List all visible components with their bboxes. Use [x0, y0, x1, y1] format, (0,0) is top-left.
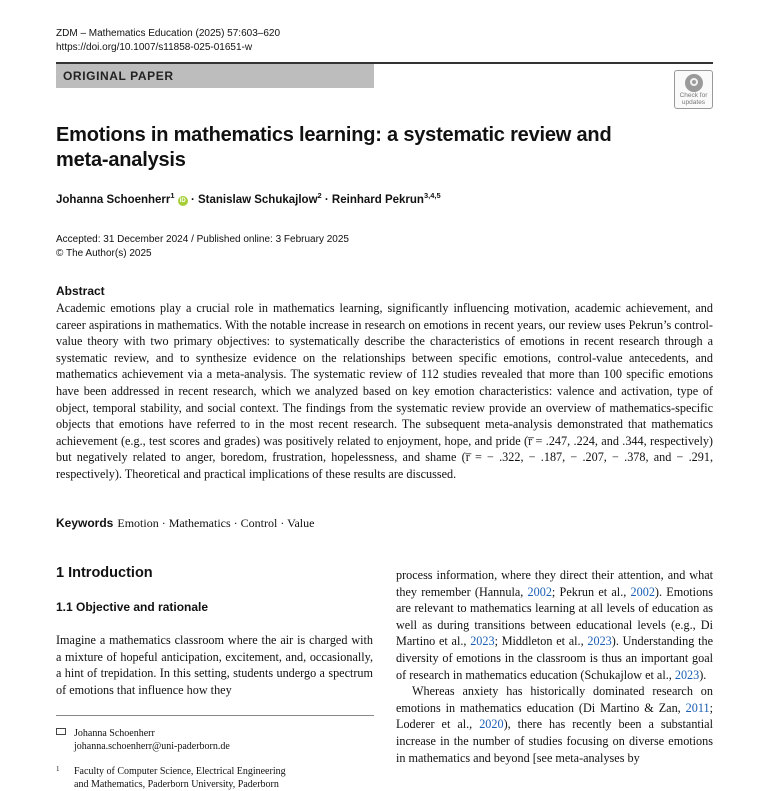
envelope-icon — [56, 728, 66, 735]
author-list — [56, 191, 441, 206]
paper-type-banner: ORIGINAL PAPER — [56, 64, 374, 88]
affiliation-number: 1 — [56, 765, 60, 773]
citation-link[interactable]: 2002 — [630, 584, 655, 599]
citation-link[interactable]: 2023 — [674, 667, 700, 682]
author-separator: · — [187, 193, 198, 206]
footnote-rule — [56, 715, 374, 716]
check-for-updates-badge[interactable] — [674, 70, 713, 109]
author-name[interactable]: Stanislaw Schukajlow — [198, 193, 318, 206]
text-run: ), there has recently been a substantial increase in the number of studies focusing on diverse emotions in mathematics and beyond [see meta-analyses by — [396, 717, 713, 765]
copyright-line: © The Author(s) 2025 — [56, 247, 152, 259]
corresponding-author-footnote — [56, 727, 230, 753]
abstract-text: Academic emotions play a crucial role in mathematics learning, significantly influencing motivation, academic achievement, and career aspirations in mathematics. With the notable increase in research on emotions in recent years, our review uses Pekrun’s control-value theory with two primary objectives: to systematically describe the characteristics of emotions in recent research through a systematic review, and to synthesize evidence on the relationships between specific emotions, control-value antecedents, and mathematics achievement via a meta-analysis. The systematic review of 112 studies revealed that more than 100 specific emotions have been addressed in recent research, which we analyzed based on key emotion characteristics: valence and activation, type of object, temporal stability, and social context. The findings from the systematic review provide an overview of mathematics-specific objects that emotions have referred to in the most recent research. The subsequent meta-analysis demonstrated that mathematics achievement (e.g., test scores and grades) was positively related to enjoyment, hope, and pride (r̅ = .247, .224, and .344, respectively) but negatively related to anger, boredom, frustration, hopelessness, and shame (r̅ = − .322, − .187, − .207, − .378, and − .291, respectively). Theoretical and practical implications of these results are discussed. — [56, 301, 713, 481]
text-run: ). Understanding the diversity of emotions in the classroom is thus an important goal of research in mathematics education (Schukajlow et al., — [396, 634, 713, 682]
orcid-icon[interactable]: iD — [179, 197, 186, 204]
citation-link[interactable]: 2002 — [527, 584, 552, 599]
accepted-published-line: Accepted: 31 December 2024 / Published online: 3 February 2025 — [56, 234, 349, 245]
author-name[interactable]: Reinhard Pekrun — [331, 193, 424, 206]
affiliation-sup: 2 — [317, 191, 322, 200]
citation-link[interactable]: 2011 — [685, 700, 710, 715]
article-title: Emotions in mathematics learning: a systematic review and meta-analysis — [56, 124, 612, 171]
keywords-line — [56, 516, 314, 531]
affiliation-sup: 1 — [170, 191, 175, 200]
publication-dates — [56, 233, 349, 260]
abstract-heading: Abstract — [56, 284, 105, 298]
check-updates-label: Check for updates — [679, 92, 708, 106]
section-heading-introduction: 1 Introduction — [56, 565, 153, 581]
body-paragraph — [396, 567, 713, 683]
subsection-heading-objective: 1.1 Objective and rationale — [56, 600, 209, 614]
text-run: ). — [699, 667, 707, 682]
body-paragraph-left: Imagine a mathematics classroom where the air is charged with a mixture of hopeful anticipation, excitement, and, occasionally, a hint of trepidation. In this setting, students undergo a spectrum of emotions that influence how they — [56, 633, 373, 697]
text-run: Whereas anxiety has historically dominated research on emotions in mathematics education (Di Martino & Zan, — [396, 684, 713, 715]
citation-link[interactable]: 2020 — [479, 717, 504, 732]
footnote-author-name: Johanna Schoenherr — [74, 728, 155, 739]
affiliation-line: and Mathematics, Paderborn University, Paderborn — [74, 779, 279, 790]
journal-header — [56, 27, 280, 55]
doi-link[interactable]: https://doi.org/10.1007/s11858-025-01651-w — [56, 42, 253, 53]
text-run: ; Middleton et al., — [494, 634, 588, 649]
journal-citation: ZDM – Mathematics Education (2025) 57:603–620 — [56, 28, 281, 39]
author-name[interactable]: Johanna Schoenherr — [56, 193, 171, 206]
check-updates-icon — [685, 74, 703, 92]
affiliation-sup: 3,4,5 — [423, 191, 441, 200]
affiliation-line: Faculty of Computer Science, Electrical Engineering — [74, 766, 286, 777]
author-separator: · — [321, 193, 332, 206]
footnote-email[interactable]: johanna.schoenherr@uni-paderborn.de — [74, 741, 230, 752]
body-paragraph — [396, 683, 713, 766]
keywords-label: Keywords — [56, 516, 114, 530]
text-run: ; Loderer et al., — [396, 700, 713, 732]
text-run: ; Pekrun et al., — [551, 584, 631, 599]
text-run: process information, where they direct their attention, and what they remember (Hannula, — [396, 568, 713, 599]
text-run: ). Emotions are relevant to mathematics learning at all levels of education as well as during transitions between educational levels (e.g., Di Martino et al., — [396, 584, 714, 649]
citation-link[interactable]: 2023 — [470, 634, 495, 649]
citation-link[interactable]: 2023 — [587, 634, 612, 649]
keywords-list: Emotion · Mathematics · Control · Value — [117, 516, 315, 530]
body-column-right — [396, 567, 713, 766]
affiliation-footnote — [56, 765, 286, 791]
